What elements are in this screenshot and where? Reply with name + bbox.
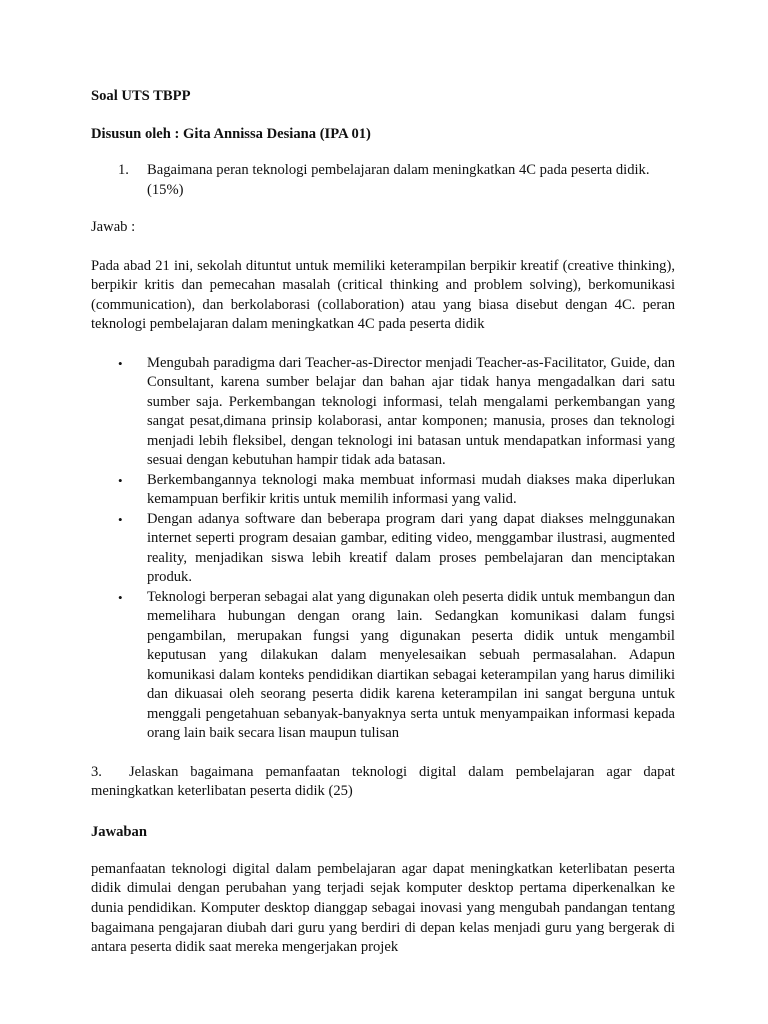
question-3-text: Jelaskan bagaimana pemanfaatan teknologi digital dalam pembelajaran agar dapat meningkatkan keterlibatan peserta didik (25) [91,763,675,800]
question-3 [91,763,675,802]
list-item [91,471,675,510]
document-page [91,86,675,977]
answer-label: Jawab : [91,219,136,235]
author-line: Disusun oleh : Gita Annissa Desiana (IPA 01) [91,126,371,142]
list-item [91,354,675,471]
bullet-text: Berkembangannya teknologi maka membuat informasi mudah diakses maka diperlukan kemampuan berfikir kritis untuk memilih informasi yang valid. [147,471,675,508]
answer-3-paragraph: pemanfaatan teknologi digital dalam pembelajaran agar dapat meningkatkan keterlibatan peserta didik dimulai dengan perubahan yang terjadi sejak komputer desktop pertama diperkenalkan ke dunia pendidikan. Komputer desktop dianggap sebagai inovasi yang mengubah pandangan tentang bagaimana pengajaran diubah dari guru yang berdiri di depan kelas menjadi guru yang bergerak di antara peserta didik saat mereka mengerjakan projek [91,860,675,956]
bullet-text: Dengan adanya software dan beberapa program dari yang dapat diakses melnggunakan internet seperti program desaian gambar, editing video, menggambar ilustrasi, augmented reality, menjadikan siswa lebih kreatif dalam proses pembelajaran dan menciptakan produk. [147,510,675,586]
bullet-icon: • [118,472,123,488]
bullet-text: Teknologi berperan sebagai alat yang digunakan oleh peserta didik untuk membangun dan memelihara hubungan dengan orang lain. Sedangkan komunikasi dalam fungsi pengambilan, merupakan fungsi yang digunakan peserta didik untuk mengambil keputusan yang dilakukan dalam menyelesaikan sebuah permasalahan. Adapun komunikasi dalam konteks pendidikan diartikan sebagai keterampilan yang harus dimiliki dan dikuasai oleh seorang peserta didik karena keterampilan ini sangat berguna untuk menggali pengetahuan sebanyak-banyaknya serta untuk menyampaikan informasi kepada orang lain baik secara lisan maupun tulisan [147,588,675,742]
bullet-icon: • [118,589,123,605]
list-item [91,588,675,744]
document-title: Soal UTS TBPP [91,88,191,104]
question-1 [91,161,675,200]
list-item [91,510,675,588]
answer-heading: Jawaban [91,823,147,840]
bullet-icon: • [118,355,123,371]
question-1-text: Bagaimana peran teknologi pembelajaran dalam meningkatkan 4C pada peserta didik. (15%) [147,162,650,198]
bullet-text: Mengubah paradigma dari Teacher-as-Director menjadi Teacher-as-Facilitator, Guide, dan Consultant, karena sumber belajar dan bahan ajar tidak hanya mengadalkan dari satu sumber saja. Perkembangan teknologi informasi, telah mengalami perkembangan yang sangat pesat,dimana prinsip kolaborasi, antar komponen; manusia, proses dan teknologi menjadi lebih fleksibel, dengan teknologi ini batasan untuk mendapatkan informasi yang sesuai dengan kebutuhan hampir tidak ada batasan. [147,354,675,469]
bullet-icon: • [118,511,123,527]
question-3-number: 3. [91,763,102,780]
question-1-number: 1. [118,162,129,178]
intro-paragraph: Pada abad 21 ini, sekolah dituntut untuk memiliki keterampilan berpikir kreatif (creative thinking), berpikir kritis dan pemecahan masalah (critical thinking and problem solving), berkomunikasi (communication), dan berkolaborasi (collaboration) atau yang biasa disebut dengan 4C. peran teknologi pembelajaran dalam meningkatkan 4C pada peserta didik [91,257,675,333]
bullet-list [91,354,675,744]
